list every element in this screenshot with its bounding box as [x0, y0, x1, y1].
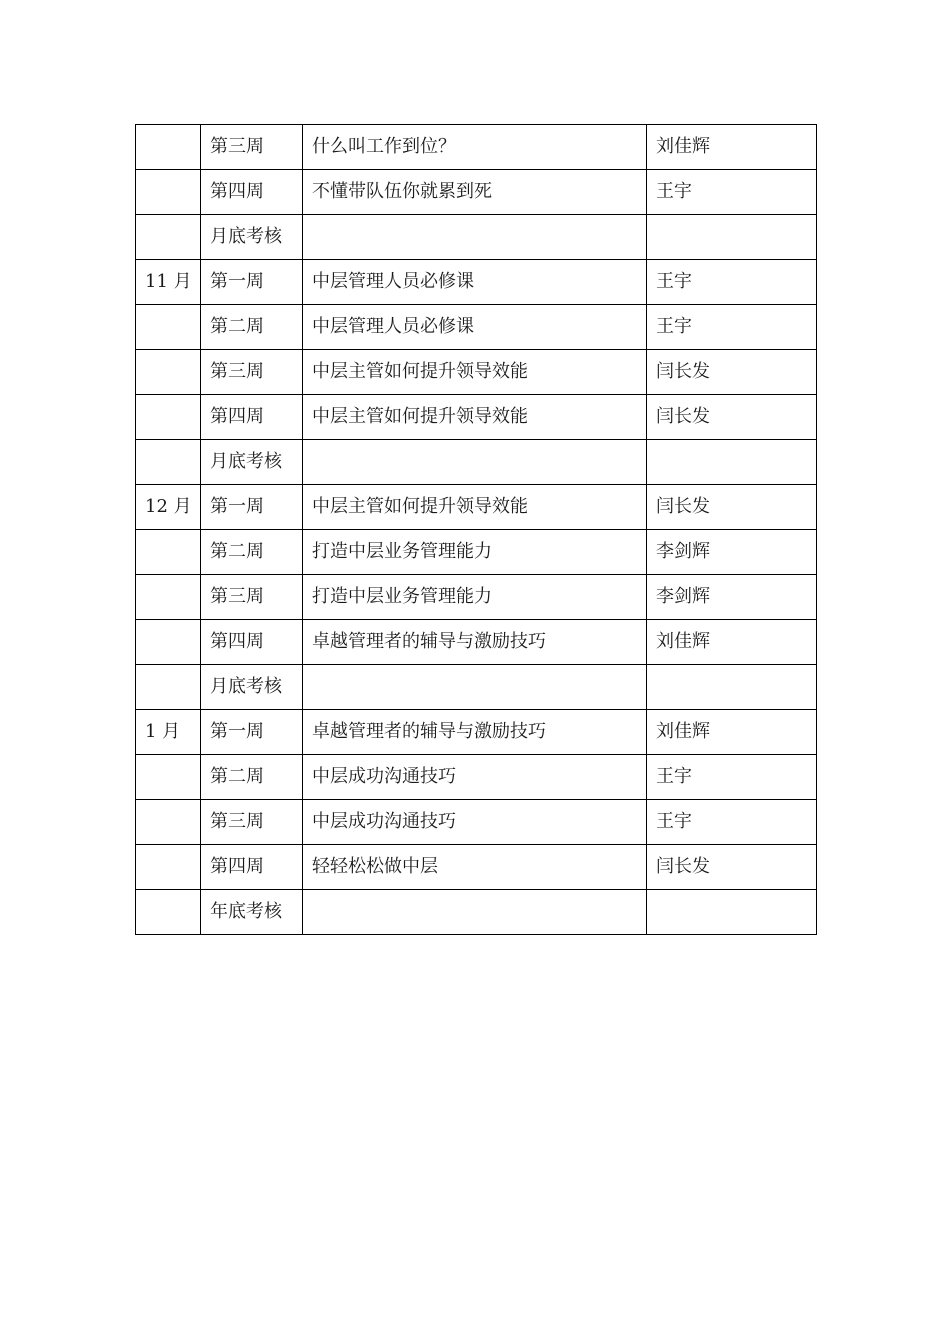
- month-cell: [136, 620, 201, 665]
- topic-cell: [303, 890, 647, 935]
- month-cell: 11 月: [136, 260, 201, 305]
- month-cell: 1 月: [136, 710, 201, 755]
- month-cell: [136, 845, 201, 890]
- week-cell: 第四周: [201, 845, 303, 890]
- month-cell: [136, 440, 201, 485]
- week-cell: 第四周: [201, 170, 303, 215]
- table-row: [136, 350, 817, 395]
- table-row: [136, 395, 817, 440]
- lecturer-cell: 王宇: [647, 260, 817, 305]
- lecturer-cell: 闫长发: [647, 395, 817, 440]
- month-cell: [136, 665, 201, 710]
- week-cell: 第四周: [201, 620, 303, 665]
- week-cell: 年底考核: [201, 890, 303, 935]
- lecturer-cell: 闫长发: [647, 350, 817, 395]
- month-cell: [136, 395, 201, 440]
- table-row: [136, 665, 817, 710]
- week-cell: 第一周: [201, 485, 303, 530]
- table-row: [136, 260, 817, 305]
- week-cell: 第一周: [201, 710, 303, 755]
- table-row: [136, 530, 817, 575]
- month-cell: [136, 215, 201, 260]
- topic-cell: 不懂带队伍你就累到死: [303, 170, 647, 215]
- month-cell: [136, 755, 201, 800]
- table-row: [136, 215, 817, 260]
- lecturer-cell: 王宇: [647, 755, 817, 800]
- topic-cell: 中层主管如何提升领导效能: [303, 395, 647, 440]
- topic-cell: 中层成功沟通技巧: [303, 755, 647, 800]
- topic-cell: 打造中层业务管理能力: [303, 575, 647, 620]
- table-row: [136, 575, 817, 620]
- lecturer-cell: 刘佳辉: [647, 710, 817, 755]
- week-cell: 第一周: [201, 260, 303, 305]
- lecturer-cell: 刘佳辉: [647, 125, 817, 170]
- topic-cell: [303, 215, 647, 260]
- topic-cell: 中层管理人员必修课: [303, 305, 647, 350]
- week-cell: 第二周: [201, 530, 303, 575]
- week-cell: 第三周: [201, 575, 303, 620]
- lecturer-cell: 闫长发: [647, 845, 817, 890]
- topic-cell: 卓越管理者的辅导与激励技巧: [303, 710, 647, 755]
- lecturer-cell: [647, 665, 817, 710]
- week-cell: 第三周: [201, 350, 303, 395]
- table-row: [136, 890, 817, 935]
- table-row: [136, 125, 817, 170]
- week-cell: 第二周: [201, 755, 303, 800]
- month-cell: 12 月: [136, 485, 201, 530]
- month-cell: [136, 170, 201, 215]
- week-cell: 月底考核: [201, 440, 303, 485]
- lecturer-cell: [647, 440, 817, 485]
- lecturer-cell: 李剑辉: [647, 575, 817, 620]
- table-row: [136, 755, 817, 800]
- month-cell: [136, 575, 201, 620]
- lecturer-cell: [647, 215, 817, 260]
- month-cell: [136, 890, 201, 935]
- table-body: [136, 125, 817, 935]
- table-row: [136, 845, 817, 890]
- week-cell: 第三周: [201, 800, 303, 845]
- month-cell: [136, 530, 201, 575]
- table-row: [136, 440, 817, 485]
- topic-cell: 轻轻松松做中层: [303, 845, 647, 890]
- topic-cell: 中层管理人员必修课: [303, 260, 647, 305]
- month-cell: [136, 800, 201, 845]
- table-row: [136, 485, 817, 530]
- topic-cell: 中层成功沟通技巧: [303, 800, 647, 845]
- month-cell: [136, 125, 201, 170]
- topic-cell: 中层主管如何提升领导效能: [303, 350, 647, 395]
- month-cell: [136, 350, 201, 395]
- week-cell: 第三周: [201, 125, 303, 170]
- table-row: [136, 305, 817, 350]
- lecturer-cell: 李剑辉: [647, 530, 817, 575]
- training-schedule-table: [135, 124, 817, 935]
- table-row: [136, 620, 817, 665]
- table-row: [136, 710, 817, 755]
- topic-cell: 卓越管理者的辅导与激励技巧: [303, 620, 647, 665]
- lecturer-cell: 王宇: [647, 305, 817, 350]
- week-cell: 第二周: [201, 305, 303, 350]
- topic-cell: 什么叫工作到位？: [303, 125, 647, 170]
- lecturer-cell: 王宇: [647, 170, 817, 215]
- month-cell: [136, 305, 201, 350]
- lecturer-cell: 刘佳辉: [647, 620, 817, 665]
- topic-cell: 中层主管如何提升领导效能: [303, 485, 647, 530]
- topic-cell: [303, 665, 647, 710]
- topic-cell: [303, 440, 647, 485]
- topic-cell: 打造中层业务管理能力: [303, 530, 647, 575]
- week-cell: 月底考核: [201, 215, 303, 260]
- lecturer-cell: [647, 890, 817, 935]
- lecturer-cell: 闫长发: [647, 485, 817, 530]
- week-cell: 第四周: [201, 395, 303, 440]
- week-cell: 月底考核: [201, 665, 303, 710]
- table-row: [136, 800, 817, 845]
- lecturer-cell: 王宇: [647, 800, 817, 845]
- table-row: [136, 170, 817, 215]
